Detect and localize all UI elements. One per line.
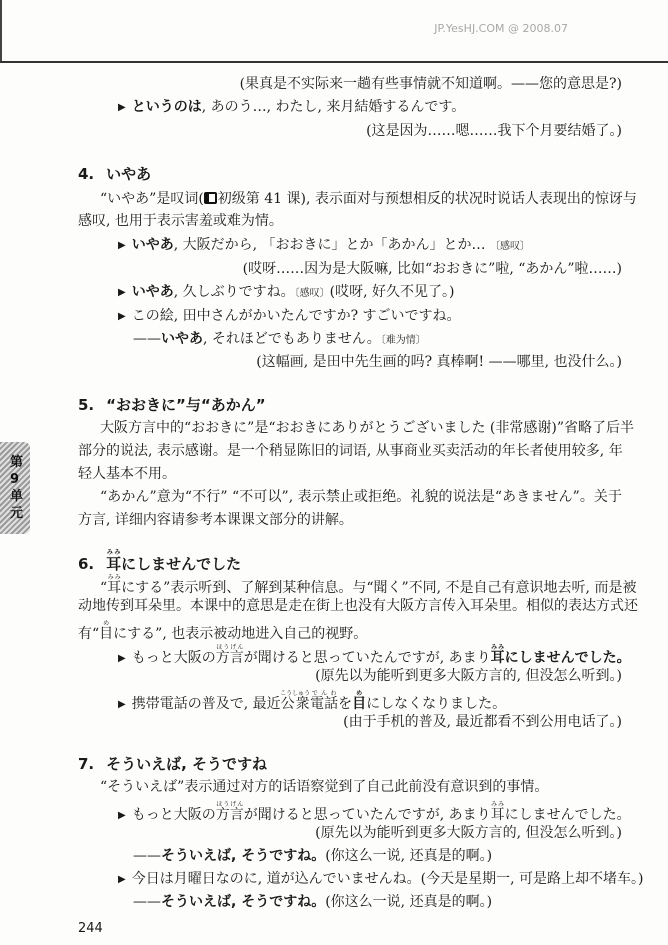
page-number: 244	[78, 921, 103, 936]
text-segment: (你这么一说, 还真是的啊。)	[325, 848, 493, 864]
header-rule	[0, 61, 668, 63]
text-segment: にしませんでした。	[504, 807, 631, 823]
ruby-base: 耳	[490, 650, 505, 666]
emphasis-text: いやあ	[131, 284, 174, 300]
right-line	[315, 667, 622, 685]
emphasis-text: にしませんでした。	[504, 650, 631, 666]
text-segment: この絵, 田中さんがかいたんですか? すごいですね。	[131, 308, 461, 324]
text-segment: (哎呀……因为是大阪嘛, 比如“おおきに”啦, “あかん”啦……)	[242, 261, 622, 277]
dash-line	[133, 893, 492, 911]
side-chapter-tab	[0, 442, 30, 534]
bullet-triangle-icon: ▶	[118, 102, 126, 113]
ruby-base: 耳	[490, 807, 505, 823]
text-segment: “おおきに”与“あかん”	[106, 396, 266, 414]
furigana: ほうげん	[215, 644, 244, 651]
text-segment: (果真是不实际来一趟有些事情就不知道啊。——您的意思是?)	[239, 76, 622, 92]
text-segment: が聞けると思っていたんですが, あまり	[243, 807, 491, 823]
ruby-base: 公衆	[280, 696, 311, 712]
ruby-word	[280, 690, 311, 712]
text-segment: を	[338, 696, 353, 712]
text-segment: (你这么一说, 还真是的啊。)	[325, 894, 493, 910]
para-line	[78, 212, 622, 230]
usage-tag: 〔感叹〕	[294, 288, 330, 299]
bullet-triangle-icon: ▶	[118, 287, 126, 298]
text-segment: (原先以为能听到更多大阪方言的, 但没怎么听到。)	[315, 668, 622, 684]
bullet-line	[118, 283, 454, 303]
heading-line	[78, 396, 266, 414]
bullet-triangle-icon: ▶	[118, 653, 126, 664]
furigana: みみ	[490, 801, 505, 808]
emphasis-text: いやあ	[131, 237, 174, 253]
text-segment: , 大阪だから, 「おおきに」とか「あかん」とか…	[173, 237, 490, 253]
usage-tag: 〔难为情〕	[380, 335, 426, 346]
text-segment: “あかん”意为“不行” “不可以”, 表示禁止或拒绝。礼貌的说法是“あきません”。关于	[100, 489, 622, 505]
text-segment: にする”, 也表示被动地进入自己的视野。	[113, 626, 368, 642]
usage-tag: 〔感叹〕	[489, 241, 530, 252]
indent-line	[100, 574, 637, 597]
para-line	[78, 465, 622, 483]
book-reference-icon	[204, 192, 217, 204]
text-segment: ——	[133, 848, 161, 864]
emphasis-text: そういえば, そうですね。	[161, 848, 326, 864]
bullet-line	[118, 307, 461, 326]
side-tab-label: 第9单元	[10, 455, 24, 521]
right-line	[366, 122, 622, 140]
bullet-line	[118, 870, 643, 889]
ruby-base: 方言	[215, 807, 244, 823]
text-segment: 有“	[78, 626, 100, 642]
ruby-word	[99, 620, 114, 642]
dash-line	[133, 330, 426, 350]
furigana: みみ	[107, 574, 122, 581]
page-edge	[0, 0, 2, 62]
text-segment: 部分的说法, 表示感谢。是一个稍显陈旧的词语, 从事商业买卖活动的年长者使用较多, 年	[78, 443, 623, 459]
furigana: みみ	[490, 644, 505, 651]
text-segment: , あのう…, わたし, 来月結婚するんです。	[201, 99, 466, 115]
section-number: 7.	[78, 755, 95, 773]
text-segment: もっと大阪の	[131, 807, 216, 823]
text-segment: “いやあ”是叹词(	[100, 191, 204, 207]
indent-line	[100, 419, 635, 437]
furigana: こうしゅう	[280, 690, 311, 697]
bullet-triangle-icon: ▶	[118, 240, 126, 251]
section-number: 5.	[78, 396, 95, 414]
ruby-word	[490, 801, 505, 823]
indent-line	[100, 778, 622, 796]
text-segment: にしなくなりました。	[366, 696, 507, 712]
indent-line	[100, 488, 622, 506]
right-line	[343, 713, 622, 731]
text-segment: にしませんでした	[121, 555, 242, 573]
bullet-line	[118, 801, 631, 825]
ruby-base: 電話	[310, 696, 339, 712]
text-segment: , それほどでもありません。	[203, 331, 381, 347]
text-segment: 大阪方言中的“おおきに”是“おおきにありがとうございました (非常感谢)”省略了后半	[100, 420, 635, 436]
para-line	[78, 620, 622, 643]
bullet-triangle-icon: ▶	[118, 699, 126, 710]
indent-line	[100, 190, 637, 208]
text-segment: 今日は月曜日なのに, 道が込んでいませんね。(今天是星期一, 可是路上却不堵车。)	[131, 871, 644, 887]
furigana: め	[352, 690, 367, 697]
text-segment: (这是因为……嗯……我下个月要结婚了。)	[366, 123, 622, 139]
emphasis-text: そういえば, そうですね。	[161, 894, 326, 910]
text-segment: 携帯電話の普及で, 最近	[131, 696, 281, 712]
text-segment: そういえば, そうですね	[106, 755, 268, 773]
bullet-line	[118, 98, 465, 117]
emphasis-text: いやあ	[161, 331, 203, 347]
text-segment: “	[100, 580, 108, 596]
text-segment: が聞けると思っていたんですが, あまり	[243, 650, 491, 666]
right-line	[315, 824, 622, 842]
dash-line	[133, 847, 492, 865]
furigana: め	[99, 620, 114, 627]
text-segment: (由于手机的普及, 最近都看不到公用电话了。)	[343, 714, 622, 730]
bullet-triangle-icon: ▶	[118, 311, 126, 322]
ruby-base: 耳	[106, 555, 122, 573]
text-segment: (原先以为能听到更多大阪方言的, 但没怎么听到。)	[315, 825, 622, 841]
watermark: JP.YesHJ.COM @ 2008.07	[434, 22, 568, 35]
heading-line	[78, 165, 151, 183]
ruby-base: 目	[99, 626, 114, 642]
ruby-word	[106, 549, 122, 573]
emphasis-text: というのは	[131, 99, 202, 115]
text-segment: もっと大阪の	[131, 650, 216, 666]
bullet-line	[118, 644, 631, 668]
section-number: 6.	[78, 555, 95, 573]
text-segment: いやあ	[106, 165, 152, 183]
right-line	[243, 260, 622, 278]
text-segment: “そういえば”表示通过对方的话语察觉到了自己此前没有意识到的事情。	[100, 779, 549, 795]
text-segment: 动地传到耳朵里。本课中的意思是走在街上也没有大阪方言传入耳朵里。相似的表达方式还	[78, 598, 638, 614]
text-segment: 初级第 41 课), 表示面对与预想相反的状况时说话人表现出的惊讶与	[217, 191, 637, 207]
bullet-line	[118, 690, 506, 714]
para-line	[78, 511, 622, 529]
right-line	[240, 75, 622, 93]
ruby-base: 耳	[107, 580, 122, 596]
text-segment: (哎呀, 好久不见了。)	[329, 284, 455, 300]
bullet-line	[118, 236, 530, 256]
heading-line	[78, 755, 267, 773]
section-number: 4.	[78, 165, 95, 183]
text-segment: (这幅画, 是田中先生画的吗? 真棒啊! ——哪里, 也没什么。)	[256, 354, 622, 370]
text-segment: 感叹, 也用于表示害羞或难为情。	[78, 213, 283, 229]
text-segment: 方言, 详细内容请参考本课课文部分的讲解。	[78, 512, 353, 528]
furigana: ほうげん	[215, 801, 244, 808]
text-segment: 轻人基本不用。	[78, 466, 176, 482]
heading-line	[78, 549, 241, 573]
bullet-triangle-icon: ▶	[118, 874, 126, 885]
ruby-word	[215, 644, 244, 666]
text-segment: ——	[133, 894, 161, 910]
ruby-word	[310, 690, 339, 712]
text-segment: ——	[133, 331, 161, 347]
text-segment: , 久しぶりですね。	[173, 284, 295, 300]
text-segment: にする”表示听到、了解到某种信息。与“聞く”不同, 不是自己有意识地去听, 而是被	[121, 580, 637, 596]
ruby-word	[352, 690, 367, 712]
bullet-triangle-icon: ▶	[118, 810, 126, 821]
ruby-word	[107, 574, 122, 596]
right-line	[256, 353, 622, 371]
para-line	[78, 597, 638, 615]
furigana: でんわ	[310, 690, 339, 697]
ruby-word	[490, 644, 505, 666]
furigana: みみ	[106, 549, 122, 556]
ruby-base: 方言	[215, 650, 244, 666]
ruby-base: 目	[352, 696, 367, 712]
ruby-word	[215, 801, 244, 823]
para-line	[78, 442, 622, 460]
